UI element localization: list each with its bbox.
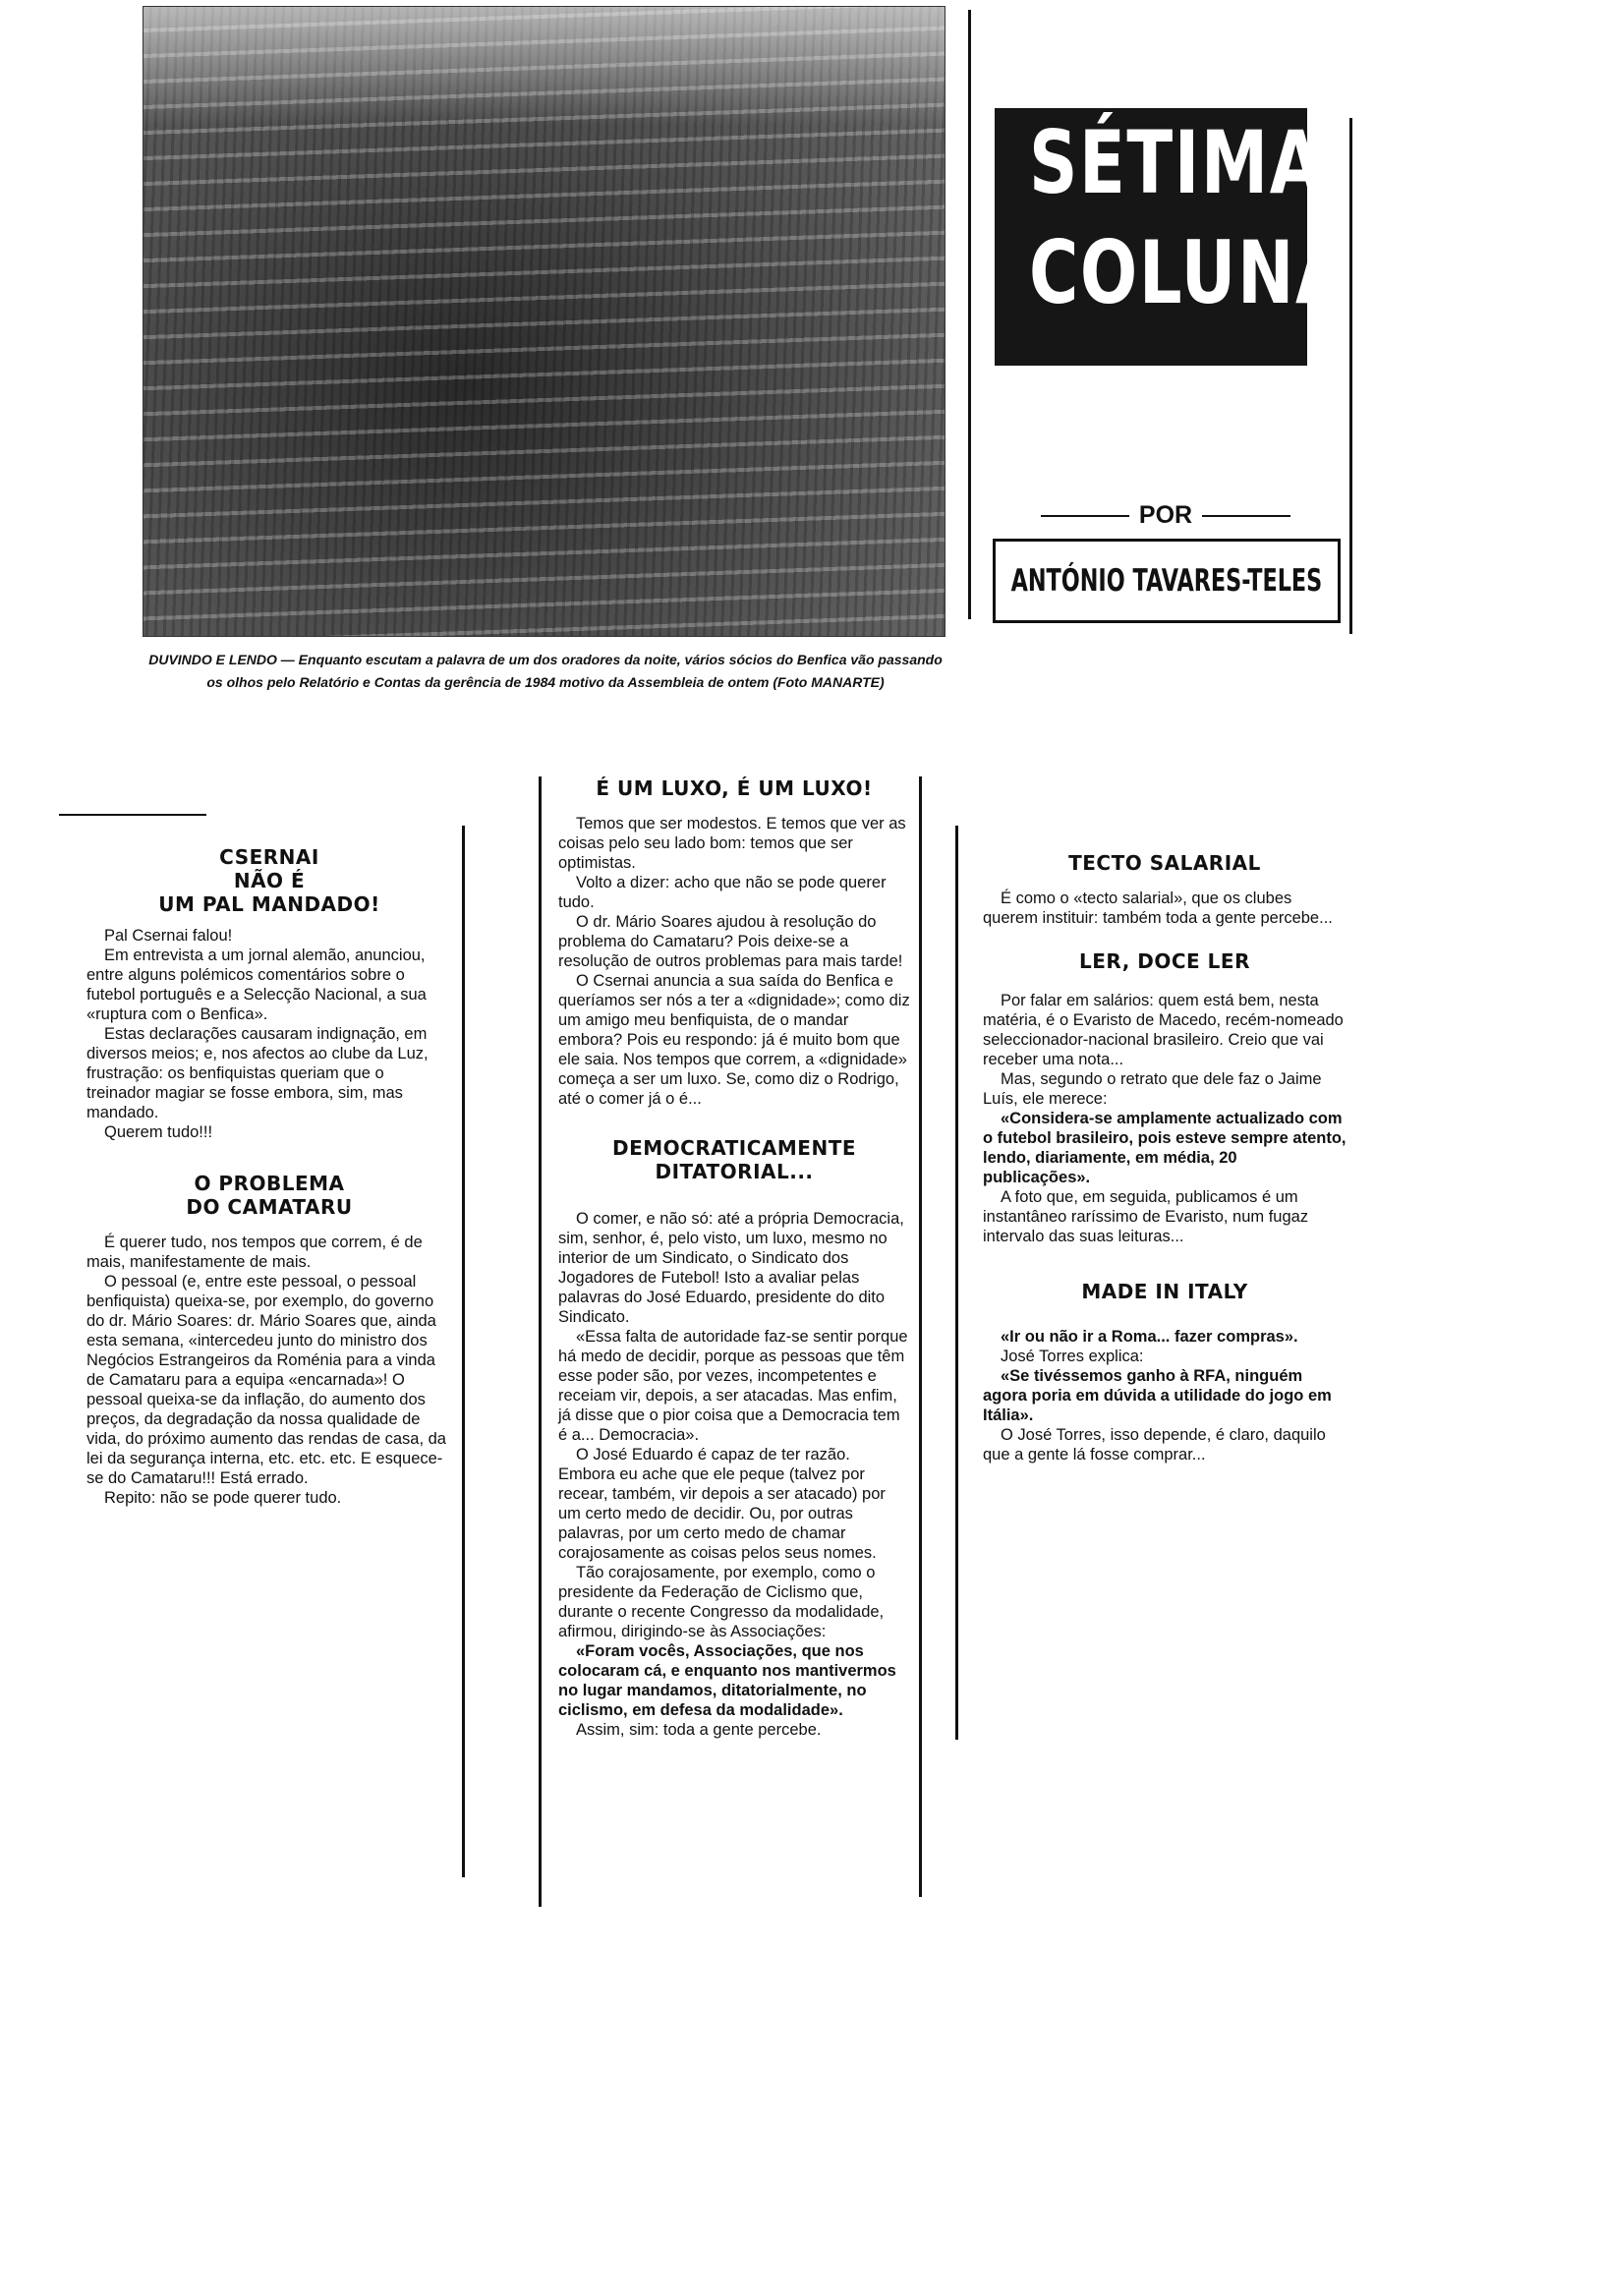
col3-paragraph: A foto que, em seguida, publicamos é um instantâneo raríssimo de Evaristo, num fugaz intervalo das suas leituras...: [983, 1188, 1309, 1245]
col2-paragraph: O dr. Mário Soares ajudou à resolução do problema do Camataru? Pois deixe-se a resolução de outros problemas para mais tarde!: [558, 913, 903, 970]
col2-paragraph: Tão corajosamente, por exemplo, como o presidente da Federação de Ciclismo que, durante o recente Congresso da modalidade, afirmou, dirigindo-se às Associações:: [558, 1564, 885, 1640]
photo-caption: [147, 649, 944, 694]
col2-paragraph: Assim, sim: toda a gente percebe.: [576, 1721, 822, 1739]
csernai-heading-l3: UM PAL MANDADO!: [158, 892, 380, 916]
col1-paragraph: Estas declarações causaram indignação, em diversos meios; e, nos afectos ao clube da Luz, frustração: os benfiquistas queriam que o treinador magiar se fosse embora, sim, mas mandado.: [86, 1025, 429, 1121]
column-2: [558, 776, 910, 1740]
col1-paragraph: Pal Csernai falou!: [104, 927, 233, 945]
ler-heading: LER, DOCE LER: [1079, 949, 1250, 973]
author-name: ANTÓNIO TAVARES-TELES: [1010, 563, 1323, 599]
col1-top-rule: [59, 814, 206, 816]
author-box: [993, 539, 1341, 623]
italy-heading: MADE IN ITALY: [1081, 1280, 1248, 1303]
democraticamente-heading-l2: DITATORIAL...: [655, 1160, 814, 1183]
crowd-photo: [143, 6, 945, 637]
photo-highlight: [143, 7, 945, 125]
col2-paragraph: O José Eduardo é capaz de ter razão. Embora eu ache que ele peque (talvez por recear, também, vir depois a ser atacado) por um certo medo de decidir. Ou, por outras palavras, por um certo medo de chamar corajosamente as coisas pelos seus nomes.: [558, 1446, 886, 1562]
col1-rule: [462, 826, 465, 1877]
col3-quote: «Se tivéssemos ganho à RFA, ninguém agora poria em dúvida a utilidade do jogo em Itália».: [983, 1367, 1332, 1424]
col1-paragraph: O pessoal (e, entre este pessoal, o pessoal benfiquista) queixa-se, por exemplo, do governo do dr. Mário Soares: dr. Mário Soares que, ainda esta semana, «intercedeu junto do ministro dos Negócios Estrangeiros da Roménia para a vinda de Camataru para a equipa «encarnada»! O pessoal queixa-se da inflação, do aumento dos preços, da degradação da nossa qualidade de vida, do próximo aumento das rendas de casa, da lei da segurança interna, etc. etc. etc. E esquece-se do Camataru!!! Está errado.: [86, 1273, 446, 1487]
por-label: POR: [1138, 501, 1193, 529]
col3-paragraph: Por falar em salários: quem está bem, nesta matéria, é o Evaristo de Macedo, recém-nomeado seleccionador-nacional brasileiro. Creio que vai receber uma nota...: [983, 992, 1344, 1068]
column-3: [983, 851, 1346, 1464]
col2-paragraph: Temos que ser modestos. E temos que ver as coisas pelo seu lado bom: temos que ser optimistas.: [558, 815, 906, 872]
section-title: [995, 108, 1349, 366]
masthead-rule-right: [1349, 118, 1352, 634]
col3-quote: «Considera-se amplamente actualizado com o futebol brasileiro, pois esteve sempre atento, lendo, diariamente, em média, 20 publicações».: [983, 1110, 1346, 1186]
col3-rule: [955, 826, 958, 1740]
tecto-heading: TECTO SALARIAL: [1068, 851, 1261, 875]
title-line-1: SÉTIMA: [1028, 112, 1324, 213]
camataru-heading-l2: DO CAMATARU: [186, 1195, 353, 1219]
caption-lead: DUVINDO E LENDO: [148, 652, 277, 667]
col2-paragraph: «Essa falta de autoridade faz-se sentir porque há medo de decidir, porque as pessoas que têm esse poder são, por vezes, incompetentes e receiam vir, depois, a ser atacadas. Mas enfim, já disse que o pior coisa que a Democracia tem é a... Democracia».: [558, 1328, 908, 1444]
camataru-heading: [86, 1172, 452, 1219]
col3-paragraph: José Torres explica:: [1001, 1348, 1144, 1365]
column-1: [86, 845, 452, 1508]
luxo-heading: É UM LUXO, É UM LUXO!: [596, 776, 873, 800]
caption-text: — Enquanto escutam a palavra de um dos oradores da noite, vários sócios do Benfica vão passando os olhos pelo Relatório e Contas da gerência de 1984 motivo da Assembleia de ontem (Foto MANARTE): [206, 652, 943, 690]
col2-rule-right: [919, 776, 922, 1897]
col2-paragraph: Volto a dizer: acho que não se pode querer tudo.: [558, 874, 887, 911]
csernai-heading-l2: NÃO É: [233, 869, 306, 892]
csernai-heading-l1: CSERNAI: [219, 845, 319, 869]
col1-paragraph: É querer tudo, nos tempos que correm, é de mais, manifestamente de mais.: [86, 1234, 423, 1271]
byline-por: [993, 501, 1339, 530]
col1-paragraph: Querem tudo!!!: [104, 1123, 213, 1141]
democraticamente-heading-l1: DEMOCRATICAMENTE: [611, 1136, 857, 1160]
title-line-2: COLUNA: [1028, 222, 1349, 323]
col1-paragraph: Em entrevista a um jornal alemão, anunciou, entre alguns polémicos comentários sobre o futebol português e a Selecção Nacional, a sua «ruptura com o Benfica».: [86, 947, 427, 1023]
camataru-heading-l1: O PROBLEMA: [194, 1172, 345, 1195]
col2-paragraph: O comer, e não só: até a própria Democracia, sim, senhor, é, pelo visto, um luxo, mesmo no interior de um Sindicato, o Sindicato dos Jogadores de Futebol! Isto a avaliar pelas palavras do José Eduardo, presidente do dito Sindicato.: [558, 1210, 904, 1326]
col3-paragraph: Mas, segundo o retrato que dele faz o Jaime Luís, ele merece:: [983, 1070, 1322, 1108]
democraticamente-heading: [558, 1136, 910, 1183]
col3-paragraph: O José Torres, isso depende, é claro, daquilo que a gente lá fosse comprar...: [983, 1426, 1326, 1464]
col2-paragraph: O Csernai anuncia a sua saída do Benfica e queríamos ser nós a ter a «dignidade»; como diz um amigo meu benfiquista, de o mandar embora? Pois eu respondo: já é muito bom que ele saia. Nos tempos que correm, a «dignidade» começa a ser um luxo. Se, como diz o Rodrigo, até o comer já o é...: [558, 972, 910, 1108]
csernai-heading: [86, 845, 452, 916]
col1-paragraph: Repito: não se pode querer tudo.: [104, 1489, 342, 1507]
col3-paragraph: É como o «tecto salarial», que os clubes querem instituir: também toda a gente percebe...: [983, 890, 1333, 927]
masthead-rule-left: [968, 10, 971, 619]
col3-quote: «Ir ou não ir a Roma... fazer compras».: [1001, 1328, 1298, 1346]
col2-rule-left: [539, 776, 542, 1907]
col2-quote: «Foram vocês, Associações, que nos colocaram cá, e enquanto nos mantivermos no lugar mandamos, ditatorialmente, no ciclismo, em defesa da modalidade».: [558, 1642, 896, 1719]
